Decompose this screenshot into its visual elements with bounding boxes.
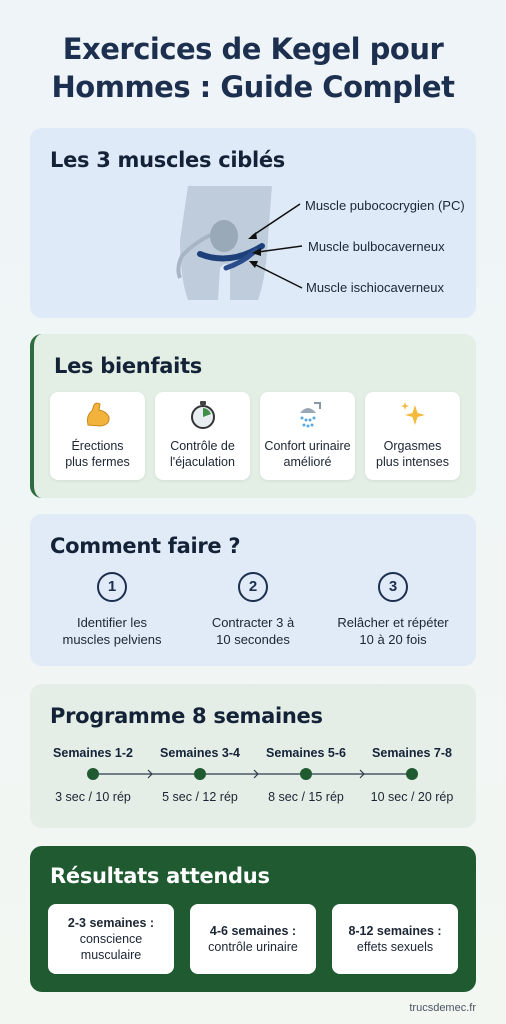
week-label: Semaines 3-4	[160, 746, 240, 760]
muscles-heading: Les 3 muscles ciblés	[50, 148, 286, 172]
week-value: 3 sec / 10 rép	[55, 790, 131, 804]
title-line-2: Hommes : Guide Complet	[51, 70, 455, 104]
benefit-label: plus intenses	[376, 455, 449, 469]
benefit-ejaculation-control	[155, 392, 250, 480]
step-1	[42, 572, 182, 648]
results-card	[30, 846, 476, 992]
step-number: 3	[378, 572, 408, 602]
benefit-label: amélioré	[283, 455, 332, 469]
step-text: Identifier les	[76, 615, 148, 630]
timeline	[30, 764, 476, 784]
page-title	[0, 30, 506, 106]
timeline-dot	[194, 768, 206, 780]
step-number: 2	[238, 572, 268, 602]
benefit-label: Érections	[71, 439, 124, 453]
result-text: musculaire	[80, 948, 142, 962]
step-text: Relâcher et répéter	[337, 615, 449, 630]
result-period: 4-6 semaines :	[209, 924, 297, 938]
program-card	[30, 684, 476, 828]
timeline-dot	[300, 768, 312, 780]
muscles-card	[30, 128, 476, 318]
how-card	[30, 514, 476, 666]
benefit-urinary-comfort	[260, 392, 355, 480]
program-heading: Programme 8 semaines	[50, 704, 323, 728]
sparkles-icon	[365, 398, 460, 432]
footer-site: trucsdemec.fr	[409, 1002, 476, 1014]
result-item	[190, 904, 316, 974]
week-value: 10 sec / 20 rép	[370, 790, 454, 804]
benefit-label: Orgasmes	[383, 439, 442, 453]
label-pc-muscle: Muscle pubococrygien (PC)	[305, 198, 465, 213]
stopwatch-icon	[155, 398, 250, 432]
results-heading: Résultats attendus	[50, 864, 270, 888]
benefit-orgasms	[365, 392, 460, 480]
label-ischio-muscle: Muscle ischiocaverneux	[306, 280, 445, 295]
step-text: muscles pelviens	[62, 632, 162, 647]
benefit-label: Confort urinaire	[264, 439, 351, 453]
result-text: conscience	[79, 932, 143, 946]
timeline-dot	[87, 768, 99, 780]
week-label: Semaines 7-8	[372, 746, 452, 760]
result-text: contrôle urinaire	[208, 940, 298, 954]
benefit-label: plus fermes	[65, 455, 130, 469]
benefits-heading: Les bienfaits	[54, 354, 203, 378]
flexed-biceps-icon	[50, 398, 145, 432]
shower-icon	[260, 398, 355, 432]
benefit-label: Contrôle de	[170, 439, 235, 453]
result-item	[332, 904, 458, 974]
title-line-1: Exercices de Kegel pour	[62, 32, 444, 66]
week-label: Semaines 5-6	[266, 746, 346, 760]
step-text: Contracter 3 à	[211, 615, 295, 630]
result-period: 2-3 semaines :	[67, 916, 155, 930]
benefits-card	[30, 334, 476, 498]
week-value: 5 sec / 12 rép	[162, 790, 238, 804]
result-text: effets sexuels	[356, 940, 434, 954]
pc-muscle	[210, 220, 238, 252]
week-label: Semaines 1-2	[53, 746, 133, 760]
result-item	[48, 904, 174, 974]
benefit-label: l'éjaculation	[170, 455, 235, 469]
result-period: 8-12 semaines :	[348, 924, 442, 938]
step-text: 10 à 20 fois	[359, 632, 427, 647]
step-text: 10 secondes	[216, 632, 290, 647]
week-value: 8 sec / 15 rép	[268, 790, 344, 804]
step-3	[323, 572, 463, 648]
timeline-dot	[406, 768, 418, 780]
how-heading: Comment faire ?	[50, 534, 241, 558]
benefit-erections	[50, 392, 145, 480]
label-bulbo-muscle: Muscle bulbocaverneux	[308, 239, 445, 254]
step-2	[183, 572, 323, 648]
step-number: 1	[97, 572, 127, 602]
